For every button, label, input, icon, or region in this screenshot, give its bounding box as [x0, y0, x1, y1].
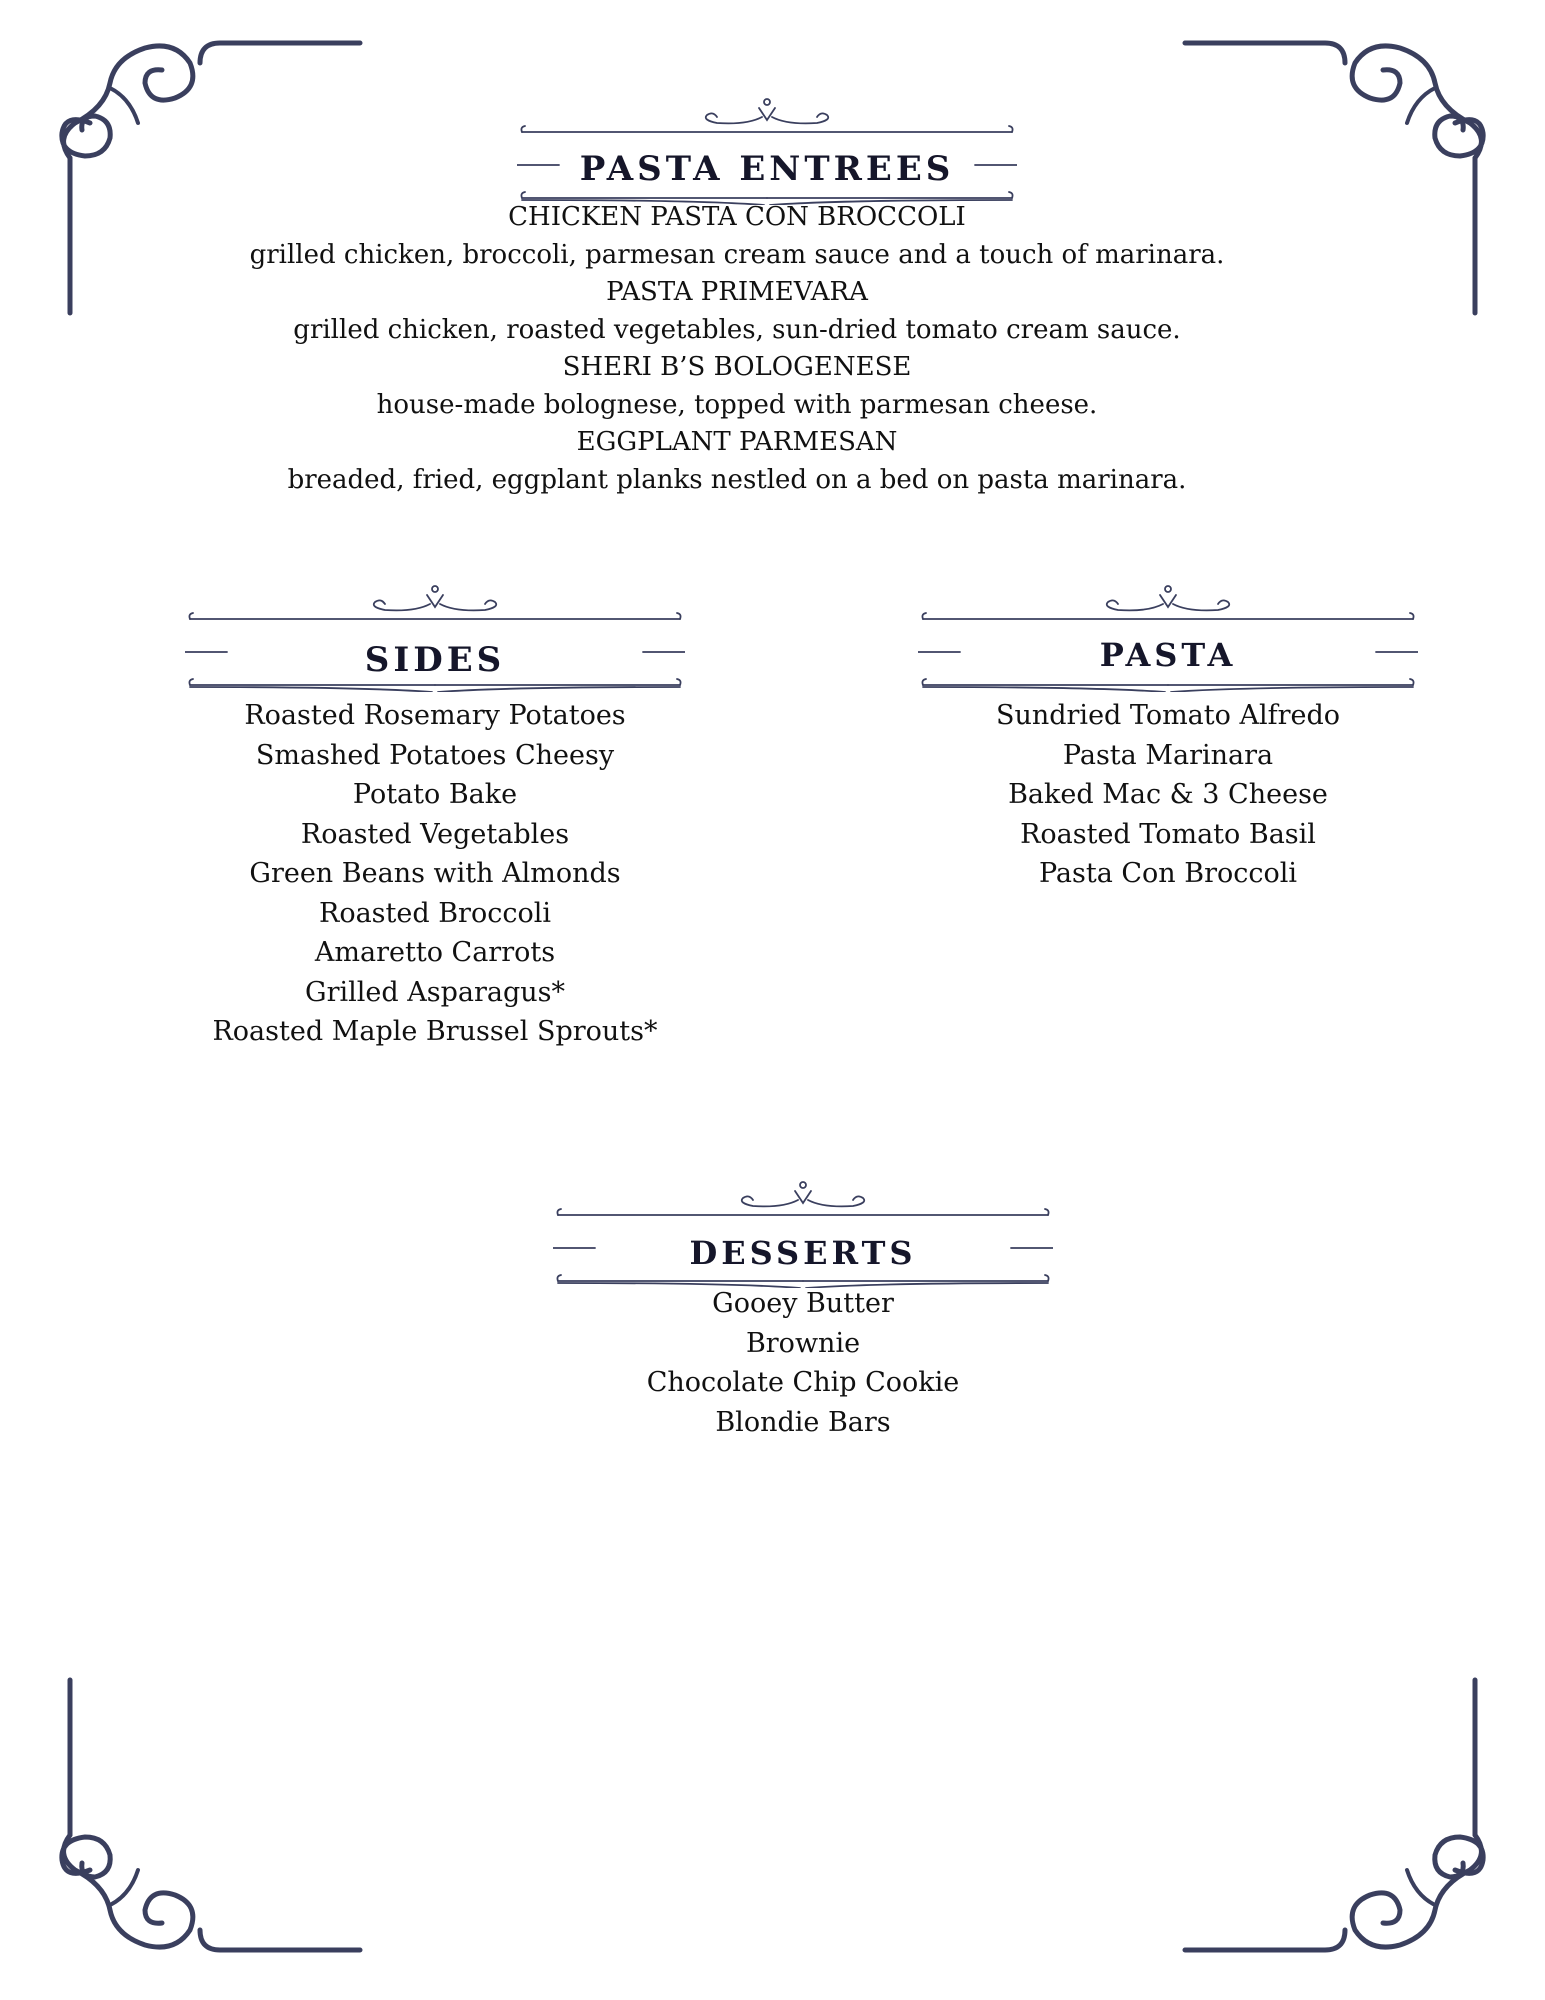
list-item: Pasta Con Broccoli	[1038, 858, 1298, 889]
list-item: Gooey Butter	[712, 1288, 894, 1319]
section-header	[517, 95, 1017, 205]
pasta-entrees-section	[222, 95, 1252, 499]
section-header	[918, 582, 1418, 692]
section-title: DESSERTS	[689, 1234, 917, 1272]
list-item: Green Beans with Almonds	[249, 858, 621, 889]
corner-ornament-bottom-right	[1165, 1645, 1495, 1965]
flourish-icon	[50, 1645, 380, 1965]
section-title: PASTA ENTREES	[579, 149, 955, 189]
entree-description: grilled chicken, broccoli, parmesan cream sauce and a touch of marinara.	[249, 239, 1225, 270]
list-item: Blondie Bars	[715, 1406, 891, 1438]
corner-ornament-bottom-left	[50, 1645, 380, 1965]
desserts-list	[553, 1284, 1053, 1442]
section-title: SIDES	[364, 640, 506, 680]
section-title: PASTA	[1099, 636, 1237, 674]
entree-description: house-made bolognese, topped with parmesan cheese.	[376, 389, 1098, 420]
list-item: Roasted Maple Brussel Sprouts*	[212, 1016, 658, 1047]
list-item: Roasted Tomato Basil	[1020, 818, 1316, 850]
section-header	[185, 582, 685, 692]
pasta-list	[918, 696, 1418, 894]
list-item: Pasta Marinara	[1062, 739, 1274, 771]
entree-name: EGGPLANT PARMESAN	[576, 427, 898, 457]
sides-list	[185, 696, 685, 1052]
entree-description: breaded, fried, eggplant planks nestled on a bed on pasta marinara.	[287, 464, 1187, 495]
list-item: Baked Mac & 3 Cheese	[1008, 779, 1328, 810]
pasta-section	[918, 582, 1418, 894]
entree-name: PASTA PRIMEVARA	[606, 277, 868, 307]
list-item: Roasted Rosemary Potatoes	[244, 700, 626, 731]
list-item: Sundried Tomato Alfredo	[995, 700, 1341, 731]
section-header	[553, 1178, 1053, 1288]
flourish-icon	[1165, 1645, 1495, 1965]
entrees-list	[222, 199, 1252, 499]
list-item: Roasted Vegetables	[300, 818, 570, 850]
list-item: Roasted Broccoli	[318, 897, 551, 929]
list-item: Amaretto Carrots	[314, 937, 556, 968]
list-item: Brownie	[745, 1327, 861, 1359]
entree-description: grilled chicken, roasted vegetables, sun-dried tomato cream sauce.	[293, 314, 1181, 345]
desserts-section	[553, 1178, 1053, 1442]
entree-name: SHERI B’S BOLOGENESE	[562, 352, 912, 382]
list-item: Potato Bake	[352, 779, 518, 810]
entree-name: CHICKEN PASTA CON BROCCOLI	[508, 202, 966, 232]
sides-section	[185, 582, 685, 1052]
list-item: Chocolate Chip Cookie	[646, 1367, 960, 1398]
list-item: Smashed Potatoes Cheesy	[255, 739, 615, 771]
list-item: Grilled Asparagus*	[305, 976, 565, 1008]
